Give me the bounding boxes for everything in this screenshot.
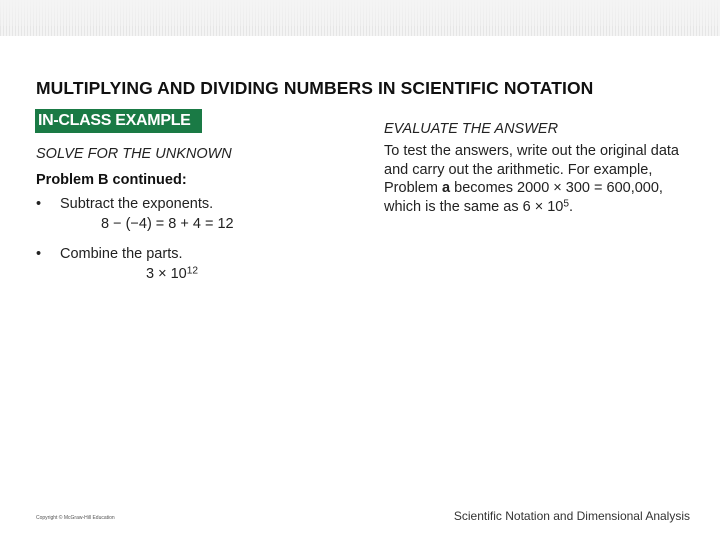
paragraph-part-1: To test the answers, write out the original data and carry out the arithmetic. For example, Problem [384, 143, 679, 196]
evaluate-heading: EVALUATE THE ANSWER [384, 121, 559, 137]
step-subtract-detail: 8 − (−4) = 8 + 4 = 12 [101, 216, 234, 232]
right-column [384, 121, 690, 216]
paragraph-end: . [568, 198, 574, 215]
evaluate-paragraph [384, 142, 690, 216]
step-combine-text: Combine the parts. [60, 246, 183, 262]
slide-title: MULTIPLYING AND DIVIDING NUMBERS IN SCIENTIFIC NOTATION [36, 78, 594, 98]
paragraph-part-2: becomes 2000 × 300 = 600,000, which is the same as 6 × 10 [384, 180, 663, 215]
left-column [36, 146, 356, 288]
result-exponent: 12 [186, 265, 198, 277]
bullet-icon: • [36, 246, 42, 262]
step-subtract-text: Subtract the exponents. [60, 196, 214, 212]
in-class-example-badge: IN-CLASS EXAMPLE [35, 109, 202, 133]
header-band [0, 0, 720, 36]
bullet-icon: • [36, 196, 42, 212]
step-subtract [36, 196, 356, 216]
step-combine-detail [36, 266, 356, 288]
problem-label: Problem B continued: [36, 172, 187, 188]
paragraph-bold-letter: a [442, 180, 451, 196]
header-band-fade [0, 0, 720, 26]
step-combine [36, 246, 356, 266]
result-base: 3 × 10 [146, 266, 187, 282]
footer-topic: Scientific Notation and Dimensional Analysis [453, 509, 690, 523]
paragraph-exponent: 5 [563, 197, 569, 209]
copyright-notice: Copyright © McGraw-Hill Education [36, 515, 115, 521]
solve-heading: SOLVE FOR THE UNKNOWN [36, 146, 232, 162]
